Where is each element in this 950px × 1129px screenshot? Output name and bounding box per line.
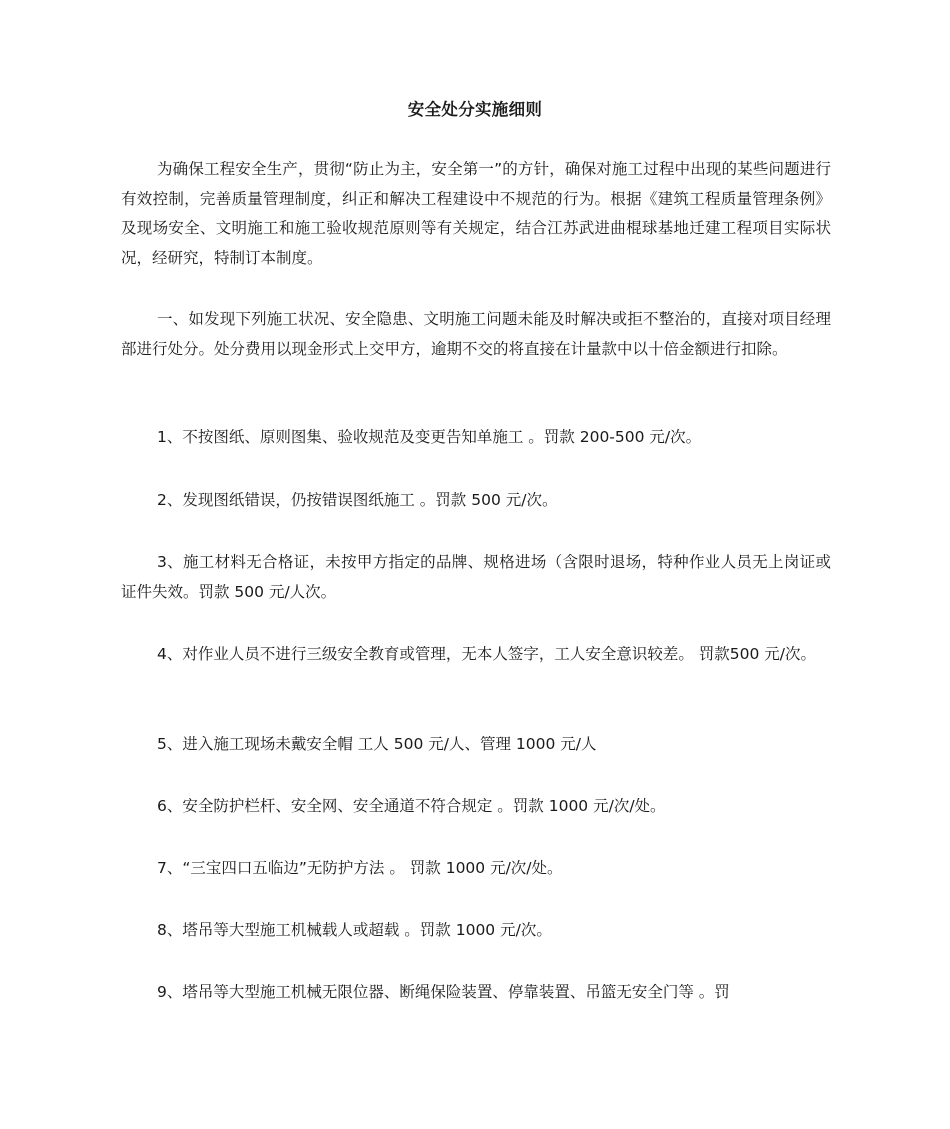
list-item-3: 3、施工材料无合格证，未按甲方指定的品牌、规格进场（含限时退场，特种作业人员无上岗证或证件失效。罚款 500 元/人次。: [121, 553, 831, 601]
list-item-9: 9、塔吊等大型施工机械无限位器、断绳保险装置、停靠装置、吊篮无安全门等 。罚: [157, 983, 730, 1001]
section-one-paragraph: 一、如发现下列施工状况、安全隐患、文明施工问题未能及时解决或拒不整治的，直接对项目经理部进行处分。处分费用以现金形式上交甲方，逾期不交的将直接在计量款中以十倍金额进行扣除。: [121, 310, 831, 358]
list-item-8: 8、塔吊等大型施工机械载人或超载 。罚款 1000 元/次。: [157, 921, 552, 939]
intro-paragraph: 为确保工程安全生产，贯彻“防止为主，安全第一”的方针，确保对施工过程中出现的某些问题进行有效控制，完善质量管理制度，纠正和解决工程建设中不规范的行为。根据《建筑工程质量管理条例》及现场安全、文明施工和施工验收规范原则等有关规定，结合江苏武进曲棍球基地迁建工程项目实际状况，经研究，特制订本制度。: [121, 160, 831, 267]
list-item-7: 7、“三宝四口五临边”无防护方法 。 罚款 1000 元/次/处。: [157, 859, 563, 877]
list-item-5: 5、进入施工现场未戴安全帽 工人 500 元/人、管理 1000 元/人: [157, 735, 597, 753]
list-item-2: 2、发现图纸错误，仍按错误图纸施工 。罚款 500 元/次。: [157, 491, 558, 509]
list-item-6: 6、安全防护栏杆、安全网、安全通道不符合规定 。罚款 1000 元/次/处。: [157, 797, 666, 815]
document-title: 安全处分实施细则: [407, 100, 543, 119]
list-item-1: 1、不按图纸、原则图集、验收规范及变更告知单施工 。罚款 200-500 元/次。: [157, 428, 702, 446]
list-item-4: 4、对作业人员不进行三级安全教育或管理，无本人签字，工人安全意识较差。 罚款500 元/次。: [157, 645, 817, 663]
